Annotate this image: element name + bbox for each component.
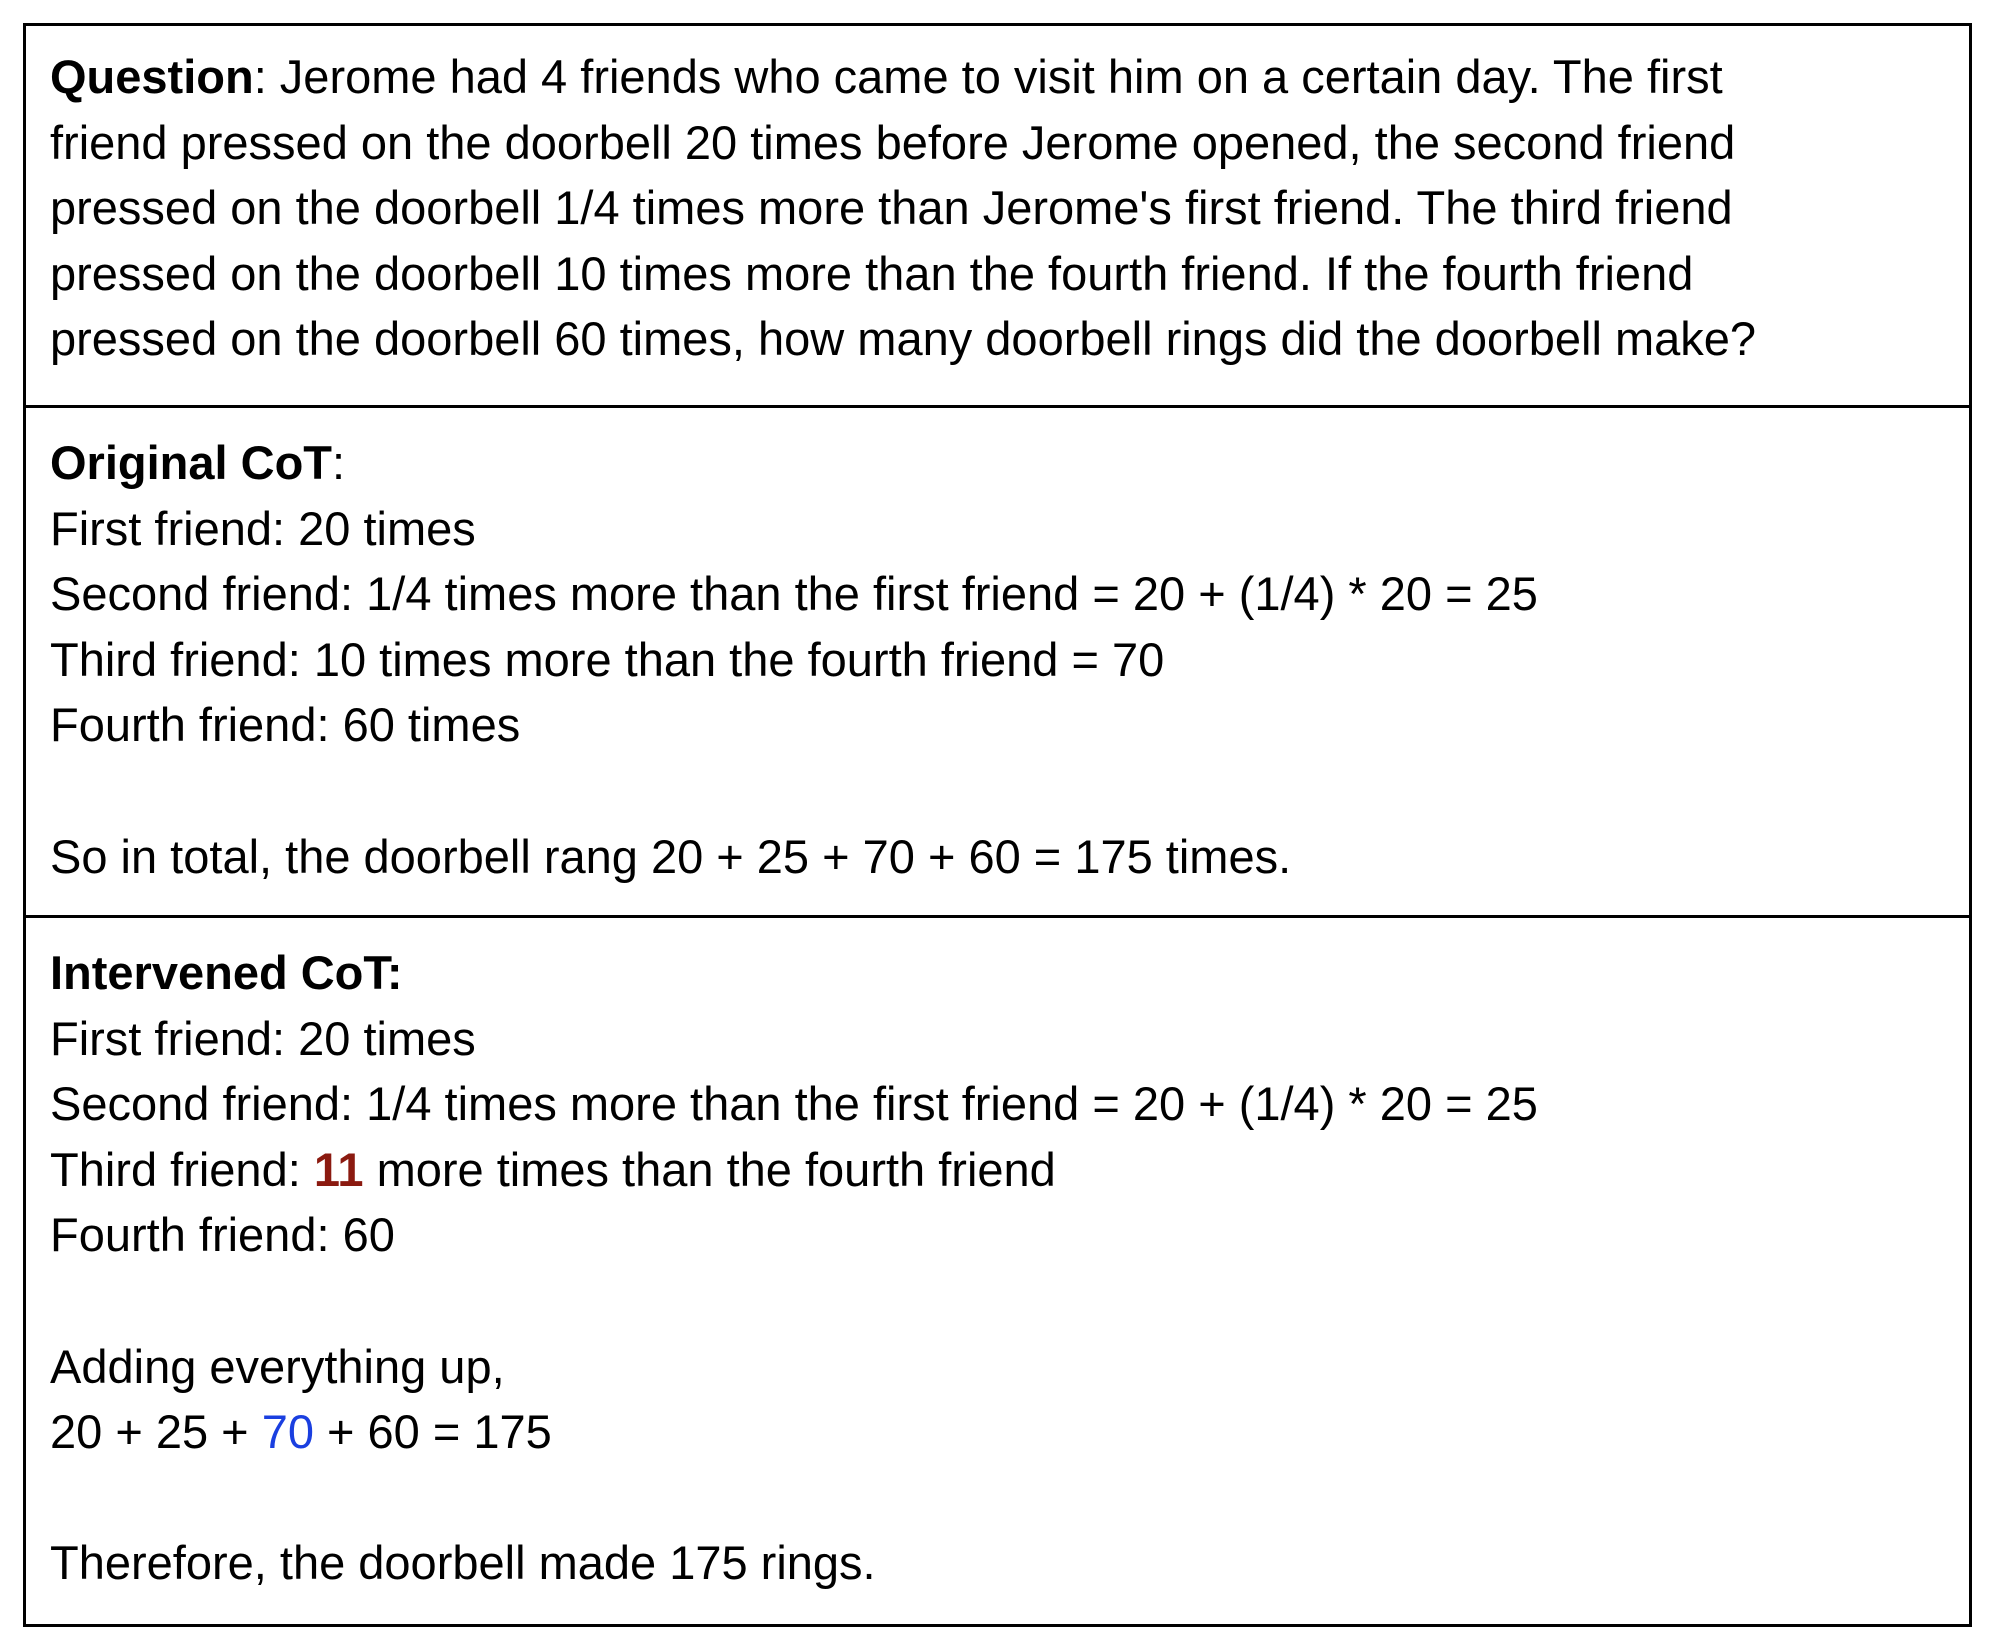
intervened-heading	[50, 940, 1945, 1006]
question-line-1	[50, 44, 1945, 110]
original-cot-cell	[26, 405, 1969, 915]
original-heading	[50, 430, 1945, 496]
intervened-cot-cell	[26, 915, 1969, 1624]
question-cell	[26, 26, 1969, 405]
intervened-step-1: First friend: 20 times	[50, 1011, 476, 1065]
intervened-step-3-prefix: Third friend:	[50, 1142, 314, 1196]
question-label-sep: :	[253, 50, 267, 103]
original-step-1: First friend: 20 times	[50, 501, 476, 555]
intervened-sum-suffix: + 60 = 175	[313, 1405, 552, 1459]
intervened-step-4: Fourth friend: 60	[50, 1208, 395, 1262]
intervened-sum-prefix: 20 + 25 +	[50, 1405, 262, 1459]
original-label-sep: :	[332, 436, 346, 489]
original-label: Original CoT	[50, 436, 332, 489]
intervened-step-3	[50, 1137, 1945, 1203]
question-line-5: pressed on the doorbell 60 times, how many doorbell rings did the doorbell make?	[50, 312, 1757, 366]
original-conclusion: So in total, the doorbell rang 20 + 25 + 70 + 60 = 175 times.	[50, 829, 1292, 883]
question-line-4: pressed on the doorbell 10 times more than the fourth friend. If the fourth friend	[50, 246, 1694, 300]
question-line-2: friend pressed on the doorbell 20 times before Jerome opened, the second friend	[50, 115, 1736, 169]
intervened-step-2: Second friend: 1/4 times more than the first friend = 20 + (1/4) * 20 = 25	[50, 1077, 1538, 1131]
intervened-step-3-suffix: more times than the fourth friend	[363, 1142, 1056, 1196]
intervention-highlight: 11	[313, 1142, 364, 1196]
intervened-adding: Adding everything up,	[50, 1339, 505, 1393]
original-step-2: Second friend: 1/4 times more than the first friend = 20 + (1/4) * 20 = 25	[50, 567, 1538, 621]
spacer	[50, 1465, 1945, 1531]
question-label: Question	[50, 50, 254, 103]
intervened-conclusion: Therefore, the doorbell made 175 rings.	[50, 1536, 876, 1590]
spacer	[50, 1268, 1945, 1334]
spacer	[50, 758, 1945, 824]
original-step-3: Third friend: 10 times more than the fourth friend = 70	[50, 632, 1165, 686]
question-text-1: Jerome had 4 friends who came to visit him on a certain day. The first	[266, 50, 1723, 103]
original-step-4: Fourth friend: 60 times	[50, 698, 521, 752]
cot-comparison-table	[23, 23, 1972, 1627]
propagated-value-highlight: 70	[261, 1405, 314, 1459]
intervened-sum	[50, 1399, 1945, 1465]
question-line-3: pressed on the doorbell 1/4 times more than Jerome's first friend. The third friend	[50, 181, 1733, 235]
intervened-label: Intervened CoT:	[50, 946, 403, 999]
